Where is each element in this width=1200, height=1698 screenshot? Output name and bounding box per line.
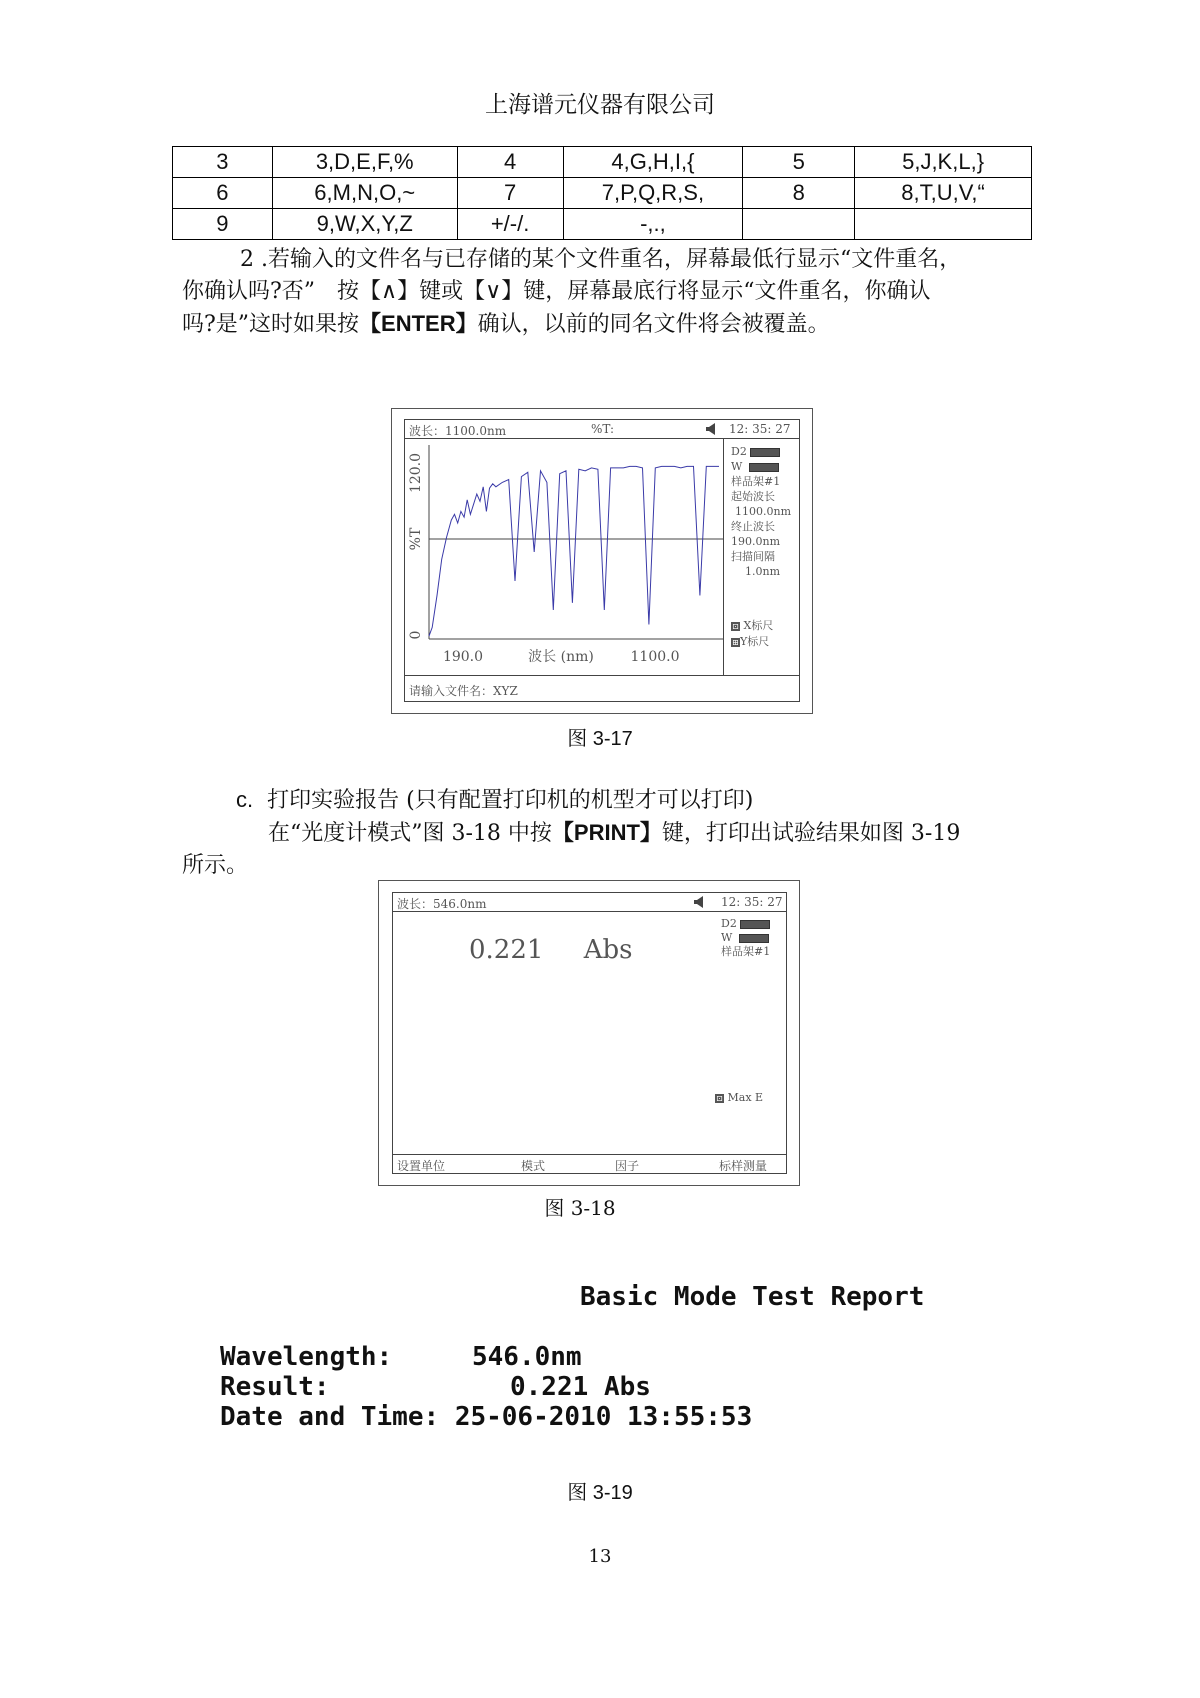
x-axis-right-label: 1100.0 bbox=[630, 649, 680, 665]
fig17-end-label: 终止波长 bbox=[731, 520, 775, 533]
section-c-body-a: 在“光度计模式”图 3-18 中按 bbox=[268, 821, 552, 846]
key-table-cell bbox=[855, 209, 1032, 240]
fig19-caption: 图 3-19 bbox=[567, 1482, 633, 1504]
key-table-row bbox=[173, 147, 1032, 178]
para-line-3-a: 吗?是”这时如果按 bbox=[182, 312, 360, 337]
fig17-caption: 图 3-17 bbox=[567, 728, 633, 750]
fig17-start-label: 起始波长 bbox=[731, 490, 775, 503]
report-result-row bbox=[220, 1372, 752, 1402]
fig17-status-wavelength: 波长：1100.0nm bbox=[409, 424, 507, 438]
para-line-2: 你确认吗?否” 按【∧】键或【∨】键，屏幕最底行将显示“文件重名，你确认 bbox=[182, 279, 931, 304]
para-line-3 bbox=[182, 308, 1032, 341]
fig17-d2-row bbox=[731, 444, 791, 459]
speaker-icon bbox=[693, 896, 705, 908]
key-table-cell: 7,P,Q,R,S, bbox=[563, 178, 743, 209]
fig18-d2-row bbox=[721, 917, 770, 931]
section-c-prefix: c. bbox=[236, 787, 254, 812]
section-c-title-text: 打印实验报告 (只有配置打印机的机型才可以打印) bbox=[267, 788, 754, 813]
speaker-icon bbox=[705, 423, 717, 435]
key-table-cell: 6,M,N,O,~ bbox=[272, 178, 457, 209]
fig17-side-panel bbox=[731, 444, 791, 579]
para-line-1: 2 .若输入的文件名与已存储的某个文件重名，屏幕最低行显示“文件重名， bbox=[240, 247, 962, 272]
fig17-interval-value: 1.0nm bbox=[745, 565, 781, 578]
key-table-cell: 9 bbox=[173, 209, 273, 240]
fig18-status-wavelength: 波长：546.0nm bbox=[397, 897, 487, 911]
softkey-factor[interactable]: 因子 bbox=[615, 1159, 640, 1173]
fig17-spectrum-chart bbox=[405, 439, 723, 675]
y-axis-bottom-label: 0 bbox=[408, 630, 424, 640]
x-scale-label: X标尺 bbox=[743, 619, 774, 632]
fig17-w-row bbox=[731, 459, 791, 474]
fig17-scale-keys bbox=[731, 618, 773, 650]
fig17-end-value: 190.0nm bbox=[731, 535, 781, 548]
fig18-status-bar bbox=[393, 893, 786, 912]
key-table-cell: -,., bbox=[563, 209, 743, 240]
section-c-body bbox=[182, 817, 1032, 850]
fig17-d2-label: D2 bbox=[731, 445, 747, 458]
key-mapping-table bbox=[172, 146, 1032, 240]
report-title: Basic Mode Test Report bbox=[580, 1282, 925, 1312]
fig17-start-value: 1100.0nm bbox=[735, 505, 792, 518]
key-table-cell: 7 bbox=[457, 178, 563, 209]
battery-icon bbox=[739, 934, 769, 943]
fig18-w-row bbox=[721, 931, 770, 945]
softkey-standard-measure[interactable]: 标样测量 bbox=[719, 1159, 768, 1173]
fig18-reading: 0.221 bbox=[469, 935, 544, 965]
company-header: 上海谱元仪器有限公司 bbox=[485, 92, 715, 118]
report-result-group bbox=[510, 1372, 651, 1402]
x-axis-left-label: 190.0 bbox=[442, 649, 484, 665]
fig17-status-t: %T: bbox=[591, 422, 615, 436]
fig17-prompt-divider bbox=[405, 675, 799, 676]
fig17-status-bar bbox=[405, 420, 799, 439]
key-table-cell: 3 bbox=[173, 147, 273, 178]
fig18-reading-row bbox=[469, 935, 632, 965]
report-wavelength-value: 546.0nm bbox=[472, 1342, 582, 1372]
fig17-cell: 样品架#1 bbox=[731, 475, 781, 488]
report-result-value: 0.221 bbox=[510, 1372, 589, 1402]
key-table-cell: 8 bbox=[743, 178, 855, 209]
fig17-lcd bbox=[404, 419, 800, 702]
fig17-interval-label: 扫描间隔 bbox=[731, 550, 775, 563]
y-scale-key[interactable] bbox=[731, 634, 773, 650]
y-scale-icon: ⊞ bbox=[732, 637, 739, 647]
fig18-max-key[interactable] bbox=[715, 1091, 763, 1104]
key-table-cell: +/-/. bbox=[457, 209, 563, 240]
key-table-cell: 8,T,U,V,“ bbox=[855, 178, 1032, 209]
key-table-cell: 4 bbox=[457, 147, 563, 178]
x-axis-title: 波长 (nm) bbox=[528, 649, 594, 665]
report-wavelength-row bbox=[220, 1342, 752, 1372]
battery-icon bbox=[750, 448, 780, 457]
report-result-label: Result: bbox=[220, 1372, 330, 1402]
fig17-status-time: 12: 35: 27 bbox=[729, 422, 791, 436]
report-datetime-row bbox=[220, 1402, 752, 1432]
fig18-status-time: 12: 35: 27 bbox=[721, 895, 783, 909]
fig18-cell: 样品架#1 bbox=[721, 945, 771, 958]
fig18-caption: 图 3-18 bbox=[544, 1196, 616, 1220]
fig18-unit: Abs bbox=[583, 935, 633, 965]
key-table-cell: 5 bbox=[743, 147, 855, 178]
print-key-label: 【PRINT】 bbox=[551, 820, 662, 845]
fig17-prompt: 请输入文件名：XYZ bbox=[409, 684, 518, 698]
section-c-title bbox=[182, 784, 1032, 817]
section-c-body-b: 键，打印出试验结果如图 3-19 bbox=[661, 821, 961, 846]
key-table-cell: 5,J,K,L,} bbox=[855, 147, 1032, 178]
x-scale-key[interactable] bbox=[731, 618, 773, 634]
key-table-cell: 9,W,X,Y,Z bbox=[272, 209, 457, 240]
key-table-cell bbox=[743, 209, 855, 240]
softkey-mode[interactable]: 模式 bbox=[521, 1159, 546, 1173]
fig18-d2-label: D2 bbox=[721, 917, 737, 930]
battery-icon bbox=[740, 920, 770, 929]
key-table-cell: 4,G,H,I,{ bbox=[563, 147, 743, 178]
report-body bbox=[220, 1342, 752, 1432]
section-c-body-c: 所示。 bbox=[182, 853, 249, 878]
y-axis-top-label: 120.0 bbox=[408, 452, 424, 494]
report-datetime-value: 25-06-2010 13:55:53 bbox=[454, 1402, 753, 1432]
y-scale-label: Y标尺 bbox=[740, 635, 770, 648]
enter-key-label: 【ENTER】 bbox=[359, 311, 478, 336]
max-icon: ⊡ bbox=[716, 1093, 723, 1103]
para-line-3-b: 确认，以前的同名文件将会被覆盖。 bbox=[477, 312, 830, 337]
softkey-set-unit[interactable]: 设置单位 bbox=[397, 1159, 446, 1173]
y-axis-title: %T bbox=[408, 527, 424, 551]
key-table-row bbox=[173, 209, 1032, 240]
fig18-w-label: W bbox=[721, 931, 733, 944]
fig18-softkey-divider bbox=[393, 1154, 786, 1155]
page-number: 13 bbox=[588, 1546, 612, 1567]
key-table-row bbox=[173, 178, 1032, 209]
x-scale-icon: ⊡ bbox=[732, 621, 739, 631]
fig17-side-divider bbox=[723, 439, 724, 675]
fig18-side-panel bbox=[721, 917, 770, 959]
spectrum-series-line bbox=[429, 466, 719, 636]
section-c bbox=[182, 784, 1032, 882]
report-result-unit: Abs bbox=[603, 1372, 651, 1402]
key-table-cell: 6 bbox=[173, 178, 273, 209]
key-table-cell: 3,D,E,F,% bbox=[272, 147, 457, 178]
report-wavelength-label: Wavelength: bbox=[220, 1342, 393, 1372]
report-datetime-label: Date and Time: bbox=[220, 1402, 440, 1432]
fig18-lcd bbox=[392, 892, 787, 1174]
battery-icon bbox=[749, 463, 779, 472]
paragraph-duplicate-filename bbox=[182, 244, 1032, 341]
fig17-w-label: W bbox=[731, 460, 743, 473]
fig18-max-label: Max E bbox=[727, 1091, 764, 1104]
